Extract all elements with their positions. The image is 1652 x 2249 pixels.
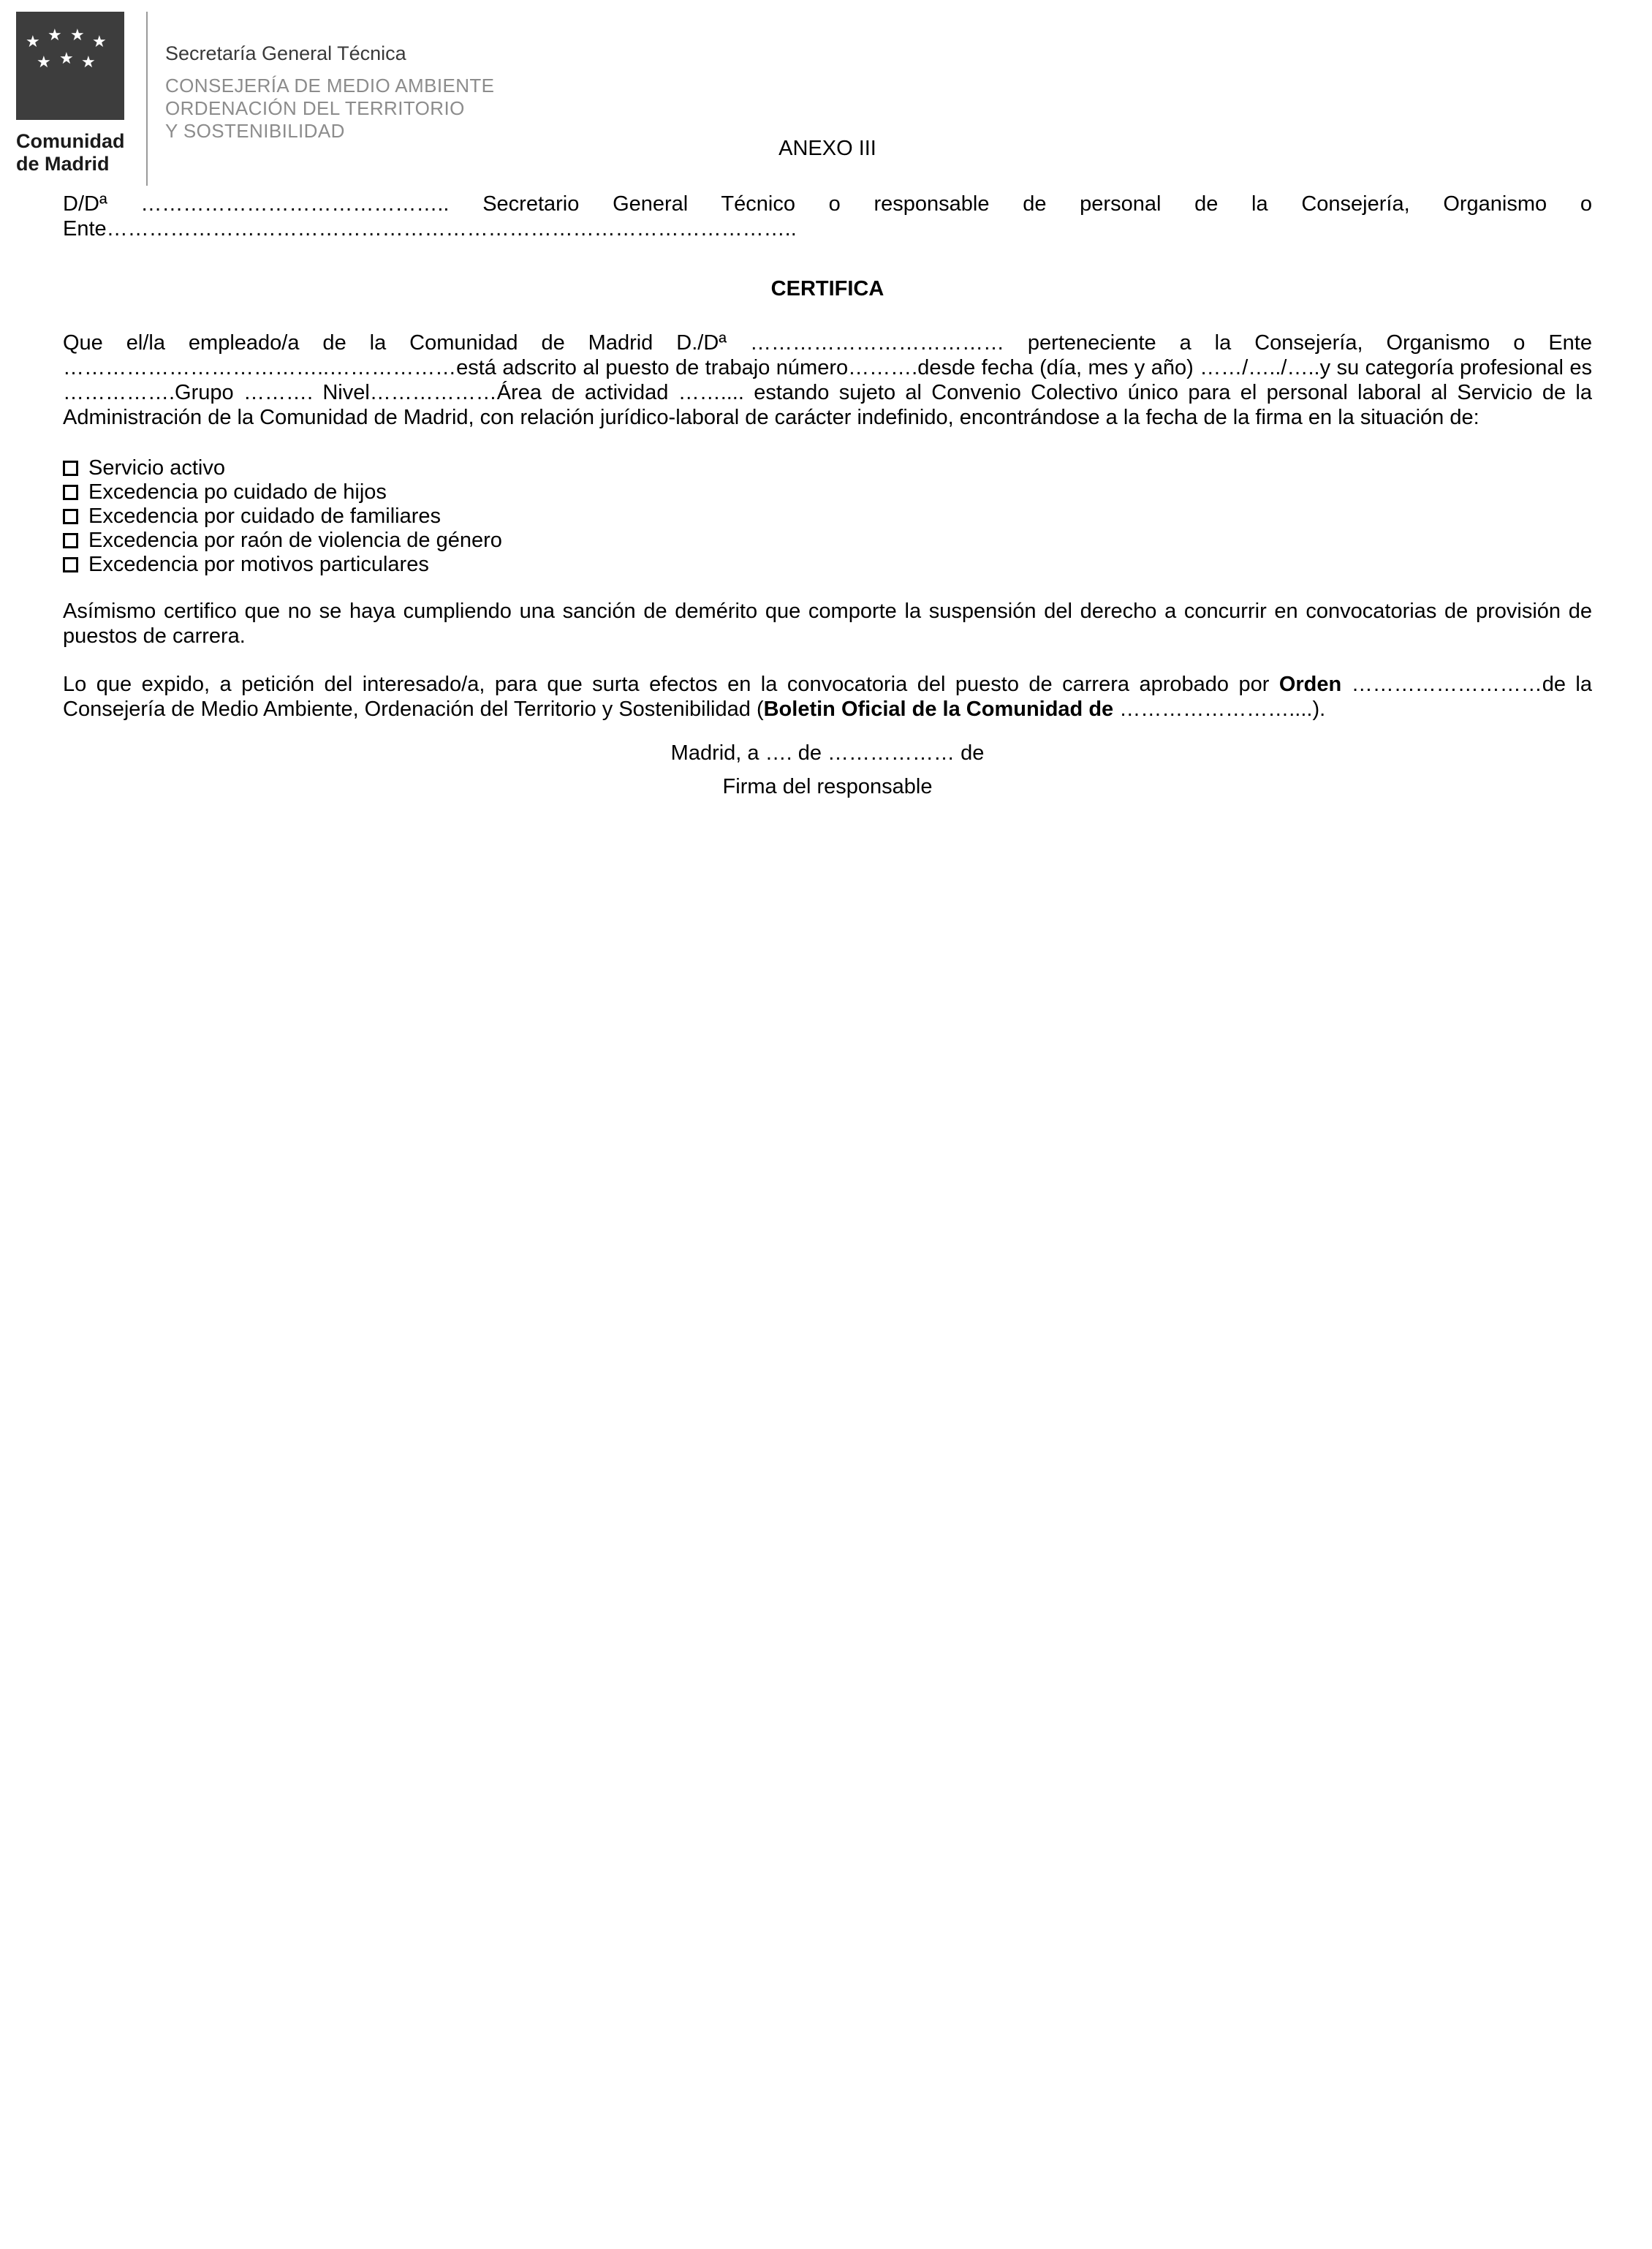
certification-paragraph: Que el/la empleado/a de la Comunidad de Madrid D./Dª ……………………………… perteneciente a la Consejería, Organismo o Ente ………………………………..………………está adscrito al puesto de trabajo número……….desde fecha (día, mes y año) ……/…../…..y su categoría profesional es …………….Grupo ………. Nivel………………Área de actividad …….... estando sujeto al Convenio Colectivo único para el personal laboral al Servicio de la Administración de la Comunidad de Madrid, con relación jurídico-laboral de carácter indefinido, encontrándose a la fecha de la firma en la situación de: [63,331,1592,429]
checkbox-icon [63,461,78,476]
checkbox-icon [63,533,78,548]
status-option-label: Servicio activo [88,456,225,480]
status-option-label: Excedencia po cuidado de hijos [88,480,387,504]
status-option-excedencia-hijos [63,480,1592,504]
status-option-label: Excedencia por cuidado de familiares [88,504,441,528]
checkbox-icon [63,485,78,500]
checkbox-icon [63,557,78,572]
expido-part2: ………………………de la Consejería de Medio Ambiente, Ordenación del Territorio y Sostenibilidad ( [63,673,1592,721]
expido-bold-orden: Orden [1278,673,1342,696]
department-line2: ORDENACIÓN DEL TERRITORIO [165,97,465,119]
date-line: Madrid, a …. de ……………… de [670,741,985,765]
asimismo-paragraph: Asímismo certifico que no se haya cumpliendo una sanción de demérito que comporte la suspensión del derecho a concurrir en convocatorias de provisión de puestos de carrera. [63,600,1592,648]
status-option-label: Excedencia por motivos particulares [88,553,429,576]
status-option-label: Excedencia por raón de violencia de género [88,529,502,552]
certifica-heading: CERTIFICA [770,277,884,301]
status-option-excedencia-violencia-genero [63,529,1592,553]
org-name-line1: Comunidad [16,130,125,152]
status-option-excedencia-familiares [63,504,1592,529]
expido-part3: ……………………....). [1113,698,1326,721]
org-name-line2: de Madrid [16,153,110,175]
document-body [0,0,1652,799]
status-options-list [63,456,1592,577]
expido-paragraph [63,672,1592,722]
annex-title: ANEXO III [778,137,876,160]
department-line1: CONSEJERÍA DE MEDIO AMBIENTE [165,75,495,97]
secretariat-name: Secretaría General Técnica [165,42,406,64]
signature-line: Firma del responsable [722,775,933,798]
expido-part1: Lo que expido, a petición del interesado/a, para que surta efectos en la convocatoria del puesto de carrera aprobado por [63,673,1279,696]
status-option-excedencia-motivos-particulares [63,553,1592,577]
status-option-servicio-activo [63,456,1592,480]
checkbox-icon [63,509,78,524]
expido-bold-boletin: Boletin Oficial de la Comunidad de [763,698,1114,721]
intro-paragraph: D/Dª …………………………………….. Secretario General Técnico o responsable de personal de la Consejería, Organismo o Ente…………………………………………………………………………………….. [63,192,1592,241]
department-line3: Y SOSTENIBILIDAD [165,120,345,142]
